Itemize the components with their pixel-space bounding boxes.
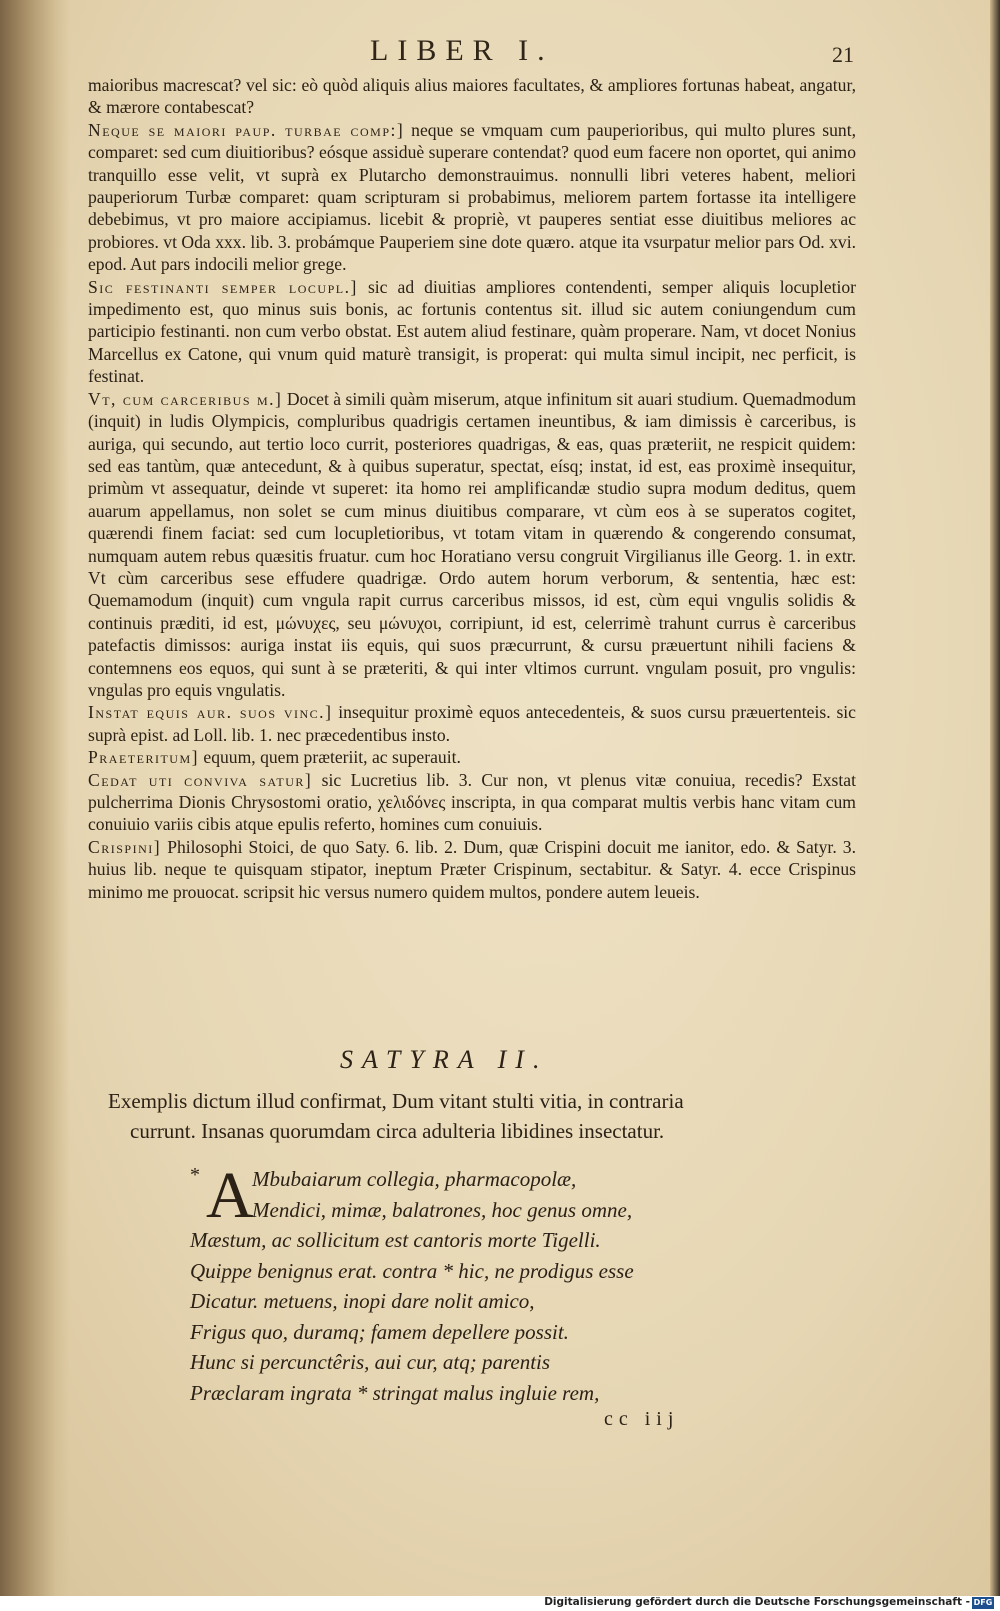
- commentary-paragraph: [88, 388, 856, 702]
- commentary-text: maioribus macrescat? vel sic: eò quòd aliquis alius maiores facultates, & ampliores fortunas habeat, angatur, & mærore contabescat?: [88, 75, 856, 118]
- commentary-text: equum, quem præteriit, ac superauit.: [203, 747, 461, 768]
- page-edge-shadow: [990, 0, 1000, 1611]
- commentary-paragraph: [88, 746, 856, 768]
- verse-line: Mæstum, ac sollicitum est cantoris morte Tigelli.: [190, 1228, 601, 1252]
- commentary-paragraph: [88, 836, 856, 903]
- verse-line: Hunc si percunctêris, aui cur, atq; parentis: [190, 1350, 551, 1374]
- commentary-lemma: Vt, cum carceribus m.]: [88, 388, 283, 409]
- poem-verses: [190, 1159, 750, 1408]
- commentary-text: sic Lucretius lib. 3. Cur non, vt plenus vitæ conuiua, recedis? Exstat pulcherrima Dionis Chrysostomi oratio, χελιδόνες inscripta, in qua comparat multis verbis hanc vitam cum conuiuio variis cibis atque epulis referto, homines cum conuiuis.: [88, 769, 856, 835]
- verse-line: Quippe benignus erat. contra * hic, ne prodigus esse: [190, 1258, 634, 1283]
- commentary-lemma: Crispini]: [88, 836, 162, 857]
- verse-line: Præclaram ingrata * stringat malus ingluie rem,: [190, 1380, 600, 1405]
- verse-line: Frigus quo, duramq; famem depellere possit.: [190, 1319, 569, 1344]
- verse-line: Mendici, mimæ, balatrones, hoc genus omne,: [252, 1197, 633, 1222]
- commentary-lemma: Sic festinanti semper locupl.]: [88, 276, 358, 297]
- running-head: LIBER I.: [370, 34, 554, 67]
- commentary-lemma: Cedat uti conviva satur]: [88, 769, 313, 790]
- dfg-logo: DFG: [973, 1598, 993, 1607]
- commentary-text: Docet à simili quàm miserum, atque infinitum sit auari studium. Quemadmodum (inquit) in ludis Olympicis, compluribus quadrigis certamen ineuntibus, & iam dimissis è carceribus, is auriga, qui secundo, aut tertio loco currit, posteriores quadrigas, & eas, quas præteriit, ne respicit quidem: sed eas tantùm, quæ antecedunt, & à quibus superatur, spectat, eísq; instat, id est, eas proximè insequitur, primùm vt assequatur, deinde vt superet: ita homo rei amplificandæ studio supra modum deditus, quem auarum appellamus, non solet se cum minus diuitibus comparare, vt cùm eos à se superatos cogitet, quærendi finem faciat: sed cum locupletioribus, vt totam vitam in quærendo & congerendo consumat, numquam autem rebus quæsitis fruatur. cum hoc Horatiano versu congruit Virgilianus ille Georg. 1. in extr. Vt cùm carceribus sese effudere quadrigæ. Ordo autem horum verborum, & sententia, hæc est: Quemamodum (inquit) cum vngula rapit currus carceribus missos, id est, cùm equi vngulis solidis & continuis præditi, id est, μώνυχες, seu μώνυχοι, corripiunt, id est, celerrimè trahunt currus è carceribus patefactis dimissos: auriga instat iis equis, qui suos præcurrunt, & cursu præuertunt nihili faciens & contemnens eos equos, qui sunt à se præteriti, & qui inter vltimos currunt. vngulam posuit, pro vngulis: vngulas pro equis vngulatis.: [88, 388, 857, 700]
- page-number: 21: [832, 42, 854, 67]
- signature-mark: cc iij: [604, 1408, 680, 1430]
- funding-credit: Digitalisierung gefördert durch die Deutsche Forschungsgemeinschaft -: [544, 1596, 970, 1608]
- commentary-text: neque se vmquam cum pauperioribus, qui multo plures sunt, comparet: sed cum diuitioribus? eósque assiduè superare contendat? quod eum facere non oportet, qui animo tranquillo esse velit, vt suprà ex Plutarcho demonstrauimus. nonnulli libri veteres habent, meliori pauperiorum Turbæ comparet: quam scripturam si probabimus, meliorem partem fortasse ita intelligere debebimus, vt pro maiore accipiamus. licebit & propriè, vt pauperes sentiat esse diuitibus meliores ac probiores. vt Oda xxx. lib. 3. probámque Pauperiem sine dote quæro. atque ita vsurpatur melior pars Od. xvi. epod. Aut pars indocili melior grege.: [88, 119, 856, 275]
- commentary-block: [88, 74, 856, 903]
- commentary-lemma: Praeteritum]: [88, 747, 199, 768]
- argument-line: currunt. Insanas quorumdam circa adulteria libidines insectatur.: [130, 1119, 665, 1143]
- commentary-text: insequitur proximè equos antecedenteis, & suos cursu præuertenteis. sic suprà epist. ad Loll. lib. 1. nec præcedentibus insto.: [88, 702, 856, 745]
- asterisk-note-mark: *: [190, 1164, 200, 1186]
- drop-cap: A: [206, 1159, 254, 1232]
- verse-line: Dicatur. metuens, inopi dare nolit amico,: [190, 1289, 535, 1313]
- commentary-paragraph: [88, 276, 856, 388]
- commentary-paragraph: [88, 119, 856, 276]
- digitization-footer: [0, 1596, 1000, 1611]
- commentary-text: sic ad diuitias ampliores contendenti, semper aliquis locupletior impedimento est, quo minus suis bonis, ac fortunis contentus sit. illud sic autem coniungendum cum participio festinanti. non cum verbo obstat. Est autem aliud festinare, quàm properare. Nam, vt docet Nonius Marcellus ex Catone, qui vnum quid maturè transigit, is properat: qui multa simul incipit, nec perficit, is festinat.: [88, 276, 857, 387]
- argument-line: Exemplis dictum illud confirmat, Dum vitant stulti vitia, in contraria: [108, 1089, 684, 1113]
- commentary-lemma: Neque se maiori paup. turbae comp:]: [88, 119, 405, 140]
- satire-heading: SATYRA II.: [340, 1045, 549, 1074]
- commentary-paragraph: [88, 701, 856, 746]
- commentary-paragraph: [88, 74, 856, 119]
- commentary-text: Philosophi Stoici, de quo Saty. 6. lib. 2. Dum, quæ Crispini docuit me ianitor, edo. & Satyr. 3. huius lib. neque te quisquam stipator, ineptum Præter Crispinum, sectabitur. & Satyr. 4. ecce Crispinus minimo me prouocat. scripsit hic versus numero quidem multos, pondere autem leueis.: [88, 836, 856, 902]
- page-gutter-shadow: [0, 0, 70, 1596]
- verse-line: Mbubaiarum collegia, pharmacopolæ,: [252, 1167, 577, 1191]
- commentary-paragraph: [88, 769, 856, 836]
- satire-argument: [108, 1086, 808, 1146]
- commentary-lemma: Instat equis aur. suos vinc.]: [88, 702, 333, 723]
